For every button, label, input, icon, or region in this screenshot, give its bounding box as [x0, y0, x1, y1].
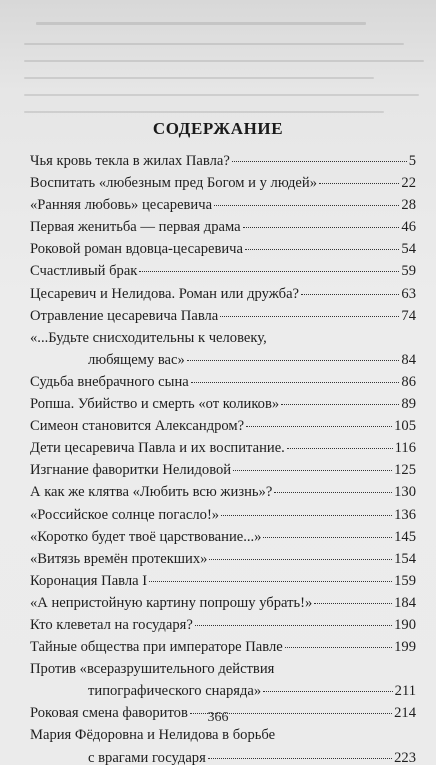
dot-leader — [263, 537, 392, 538]
toc-entry — [30, 393, 416, 415]
toc-entry-page: 154 — [394, 550, 416, 567]
toc-entry — [30, 283, 416, 305]
toc-entry-title: «Российское солнце погасло!» — [30, 506, 220, 523]
toc-entry — [30, 526, 416, 548]
dot-leader — [221, 515, 392, 516]
toc-entry-title: Изгнание фаворитки Нелидовой — [30, 462, 232, 479]
toc-entry-page: 159 — [394, 572, 416, 589]
toc-entry — [30, 172, 416, 194]
toc-entry-title: Счастливый брак — [30, 263, 138, 280]
toc-entry — [30, 437, 416, 459]
toc-entry — [30, 216, 416, 238]
dot-leader — [208, 758, 392, 759]
toc-entry — [30, 238, 416, 260]
toc-entry-title: Симеон становится Александром? — [30, 418, 245, 435]
dot-leader — [246, 426, 392, 427]
toc-entry — [30, 614, 416, 636]
dot-leader — [243, 227, 400, 228]
toc-entry-page: 190 — [394, 616, 416, 633]
toc-entry — [30, 548, 416, 570]
table-of-contents — [30, 150, 416, 765]
toc-entry-page: 116 — [394, 440, 416, 457]
toc-entry — [30, 371, 416, 393]
toc-entry-title: А как же клятва «Любить всю жизнь»? — [30, 484, 273, 501]
dot-leader — [139, 271, 399, 272]
toc-entry — [30, 724, 416, 765]
toc-entry-title: Роковой роман вдовца-цесаревича — [30, 241, 243, 258]
toc-entry-title: Ропша. Убийство и смерть «от коликов» — [30, 396, 280, 413]
toc-entry-title: «Ранняя любовь» цесаревича — [30, 197, 213, 214]
dot-leader — [319, 183, 399, 184]
toc-entry-page: 211 — [394, 683, 416, 700]
toc-entry-title: типографического снаряда» — [88, 683, 262, 700]
toc-entry — [30, 150, 416, 172]
toc-entry-title-line1: «...Будьте снисходительны к человеку, — [30, 329, 267, 346]
toc-entry-page: 214 — [394, 705, 416, 722]
toc-entry-title: Чья кровь текла в жилах Павла? — [30, 153, 230, 169]
toc-entry-title: Судьба внебрачного сына — [30, 373, 189, 390]
toc-entry — [30, 305, 416, 327]
toc-entry-title: Коронация Павла I — [30, 572, 148, 589]
toc-entry — [30, 481, 416, 503]
toc-entry-title: Отравление цесаревича Павла — [30, 307, 219, 324]
toc-entry-page: 74 — [401, 307, 416, 324]
toc-entry-page: 136 — [394, 506, 416, 523]
toc-entry — [30, 415, 416, 437]
toc-entry-title: «Коротко будет твоё царствование...» — [30, 528, 262, 545]
dot-leader — [274, 492, 392, 493]
toc-entry-page: 223 — [394, 749, 416, 765]
toc-entry-title: Роковая смена фаворитов — [30, 705, 188, 722]
toc-entry-title: Дети цесаревича Павла и их воспитание. — [30, 440, 285, 457]
toc-entry — [30, 658, 416, 702]
dot-leader — [301, 294, 399, 295]
dot-leader — [191, 382, 400, 383]
dot-leader — [314, 603, 392, 604]
dot-leader — [187, 360, 400, 361]
toc-entry-title: Первая женитьба — первая драма — [30, 219, 241, 236]
dot-leader — [209, 559, 392, 560]
toc-entry-title: Воспитать «любезным пред Богом и у людей» — [30, 175, 317, 192]
toc-entry-title-line1: Мария Фёдоровна и Нелидова в борьбе — [30, 727, 276, 744]
toc-entry-page: 125 — [394, 462, 416, 479]
toc-entry-title: с врагами государя — [88, 749, 206, 765]
dot-leader — [220, 316, 399, 317]
toc-entry-page: 59 — [401, 263, 416, 280]
toc-entry-page: 130 — [394, 484, 416, 501]
toc-heading: СОДЕРЖАНИЕ — [152, 119, 284, 138]
toc-entry — [30, 636, 416, 658]
toc-entry-page: 89 — [401, 396, 416, 413]
toc-entry-page: 84 — [401, 351, 416, 368]
toc-entry-title: любящему вас» — [88, 351, 185, 368]
toc-entry-page: 145 — [394, 528, 416, 545]
toc-entry-page: 46 — [401, 219, 416, 236]
toc-entry-title: Кто клеветал на государя? — [30, 616, 193, 633]
toc-entry — [30, 570, 416, 592]
toc-entry — [30, 592, 416, 614]
dot-leader — [149, 581, 392, 582]
toc-entry-title: «А непристойную картину попрошу убрать!» — [30, 594, 313, 611]
dot-leader — [285, 647, 392, 648]
dot-leader — [195, 625, 392, 626]
page-number: 366 — [207, 710, 229, 725]
dot-leader — [263, 691, 392, 692]
toc-entry — [30, 260, 416, 282]
toc-entry-title: «Витязь времён протекших» — [30, 550, 208, 567]
toc-entry-page: 105 — [394, 418, 416, 435]
dot-leader — [281, 404, 399, 405]
toc-entry-page: 22 — [401, 175, 416, 192]
toc-entry-title: Цесаревич и Нелидова. Роман или дружба? — [30, 285, 300, 302]
toc-entry — [30, 459, 416, 481]
toc-entry-page: 199 — [394, 639, 416, 656]
toc-entry-title: Тайные общества при императоре Павле — [30, 639, 283, 656]
toc-entry — [30, 327, 416, 371]
dot-leader — [233, 470, 392, 471]
toc-entry — [30, 194, 416, 216]
toc-entry — [30, 504, 416, 526]
dot-leader — [214, 205, 399, 206]
toc-entry-page: 184 — [394, 594, 416, 611]
toc-entry-page: 63 — [401, 285, 416, 302]
dot-leader — [232, 161, 407, 162]
dot-leader — [245, 249, 399, 250]
toc-entry-page: 5 — [408, 153, 416, 169]
toc-entry-page: 28 — [401, 197, 416, 214]
toc-entry-page: 54 — [401, 241, 416, 258]
dot-leader — [287, 448, 393, 449]
toc-entry-title-line1: Против «всеразрушительного действия — [30, 661, 275, 678]
toc-entry-page: 86 — [401, 373, 416, 390]
